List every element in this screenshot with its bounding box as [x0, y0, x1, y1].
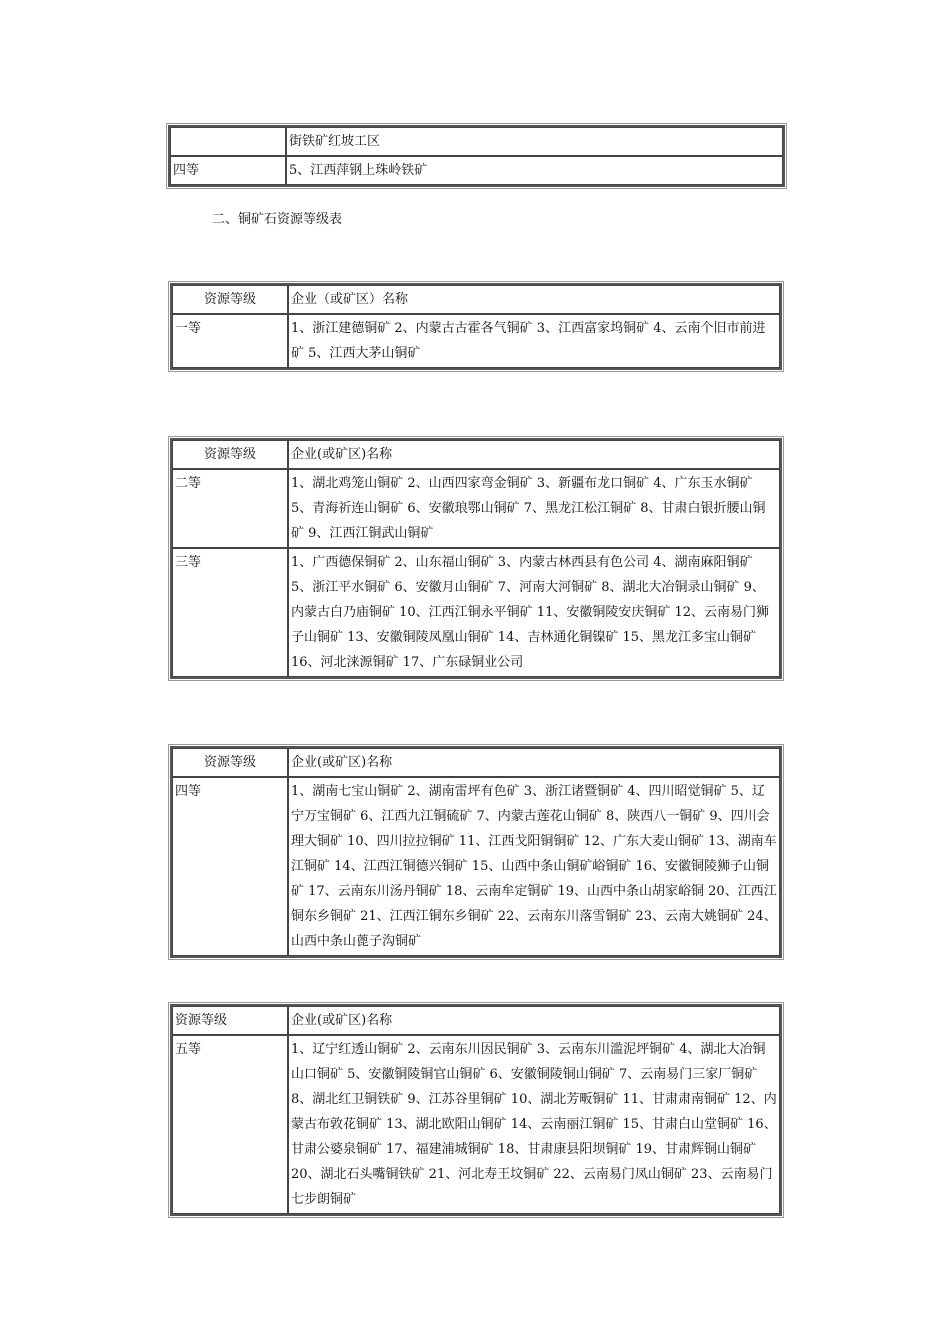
level-cell: 四等	[170, 156, 286, 185]
name-header: 企业（或矿区）名称	[288, 285, 780, 314]
table-header-row	[172, 285, 780, 314]
table-header-row	[172, 1006, 780, 1035]
level-header: 资源等级	[172, 285, 288, 314]
section-heading: 二、铜矿石资源等级表	[212, 212, 343, 227]
content-cell: 1、湖南七宝山铜矿 2、湖南雷坪有色矿 3、浙江诸暨铜矿 4、四川昭觉铜矿 5、辽宁万宝铜矿 6、江西九江铜硫矿 7、内蒙古莲花山铜矿 8、陕西八一铜矿 9、四川会理大铜矿 10、四川拉拉铜矿 11、江西戈阳铜铜矿 12、广东大麦山铜矿 13、湖南车江铜矿 14、江西江铜德兴铜矿 15、山西中条山铜矿峪铜矿 16、安徽铜陵狮子山铜矿 17、云南东川汤丹铜矿 18、云南牟定铜矿 19、山西中条山胡家峪铜 20、江西江铜东乡铜矿 21、江西江铜东乡铜矿 22、云南东川落雪铜矿 23、云南大姚铜矿 24、山西中条山蓖子沟铜矿	[288, 777, 780, 956]
name-header: 企业(或矿区)名称	[288, 1006, 780, 1035]
iron-ore-table-continued	[168, 125, 785, 187]
content-cell: 1、湖北鸡笼山铜矿 2、山西四家弯金铜矿 3、新疆布龙口铜矿 4、广东玉水铜矿 5、青海祈连山铜矿 6、安徽琅鄂山铜矿 7、黑龙江松江铜矿 8、甘肃白银折腰山铜矿 9、江西江铜武山铜矿	[288, 469, 780, 548]
table-row	[172, 777, 780, 956]
name-header: 企业(或矿区)名称	[288, 748, 780, 777]
copper-grade-table-3	[170, 746, 782, 958]
table-row	[172, 314, 780, 368]
level-cell: 三等	[172, 548, 288, 677]
level-cell: 五等	[172, 1035, 288, 1214]
content-cell: 1、广西德保铜矿 2、山东福山铜矿 3、内蒙古林西县有色公司 4、湖南麻阳铜矿 5、浙江平水铜矿 6、安徽月山铜矿 7、河南大河铜矿 8、湖北大冶铜录山铜矿 9、内蒙古白乃庙铜矿 10、江西江铜永平铜矿 11、安徽铜陵安庆铜矿 12、云南易门狮子山铜矿 13、安徽铜陵凤凰山铜矿 14、吉林通化铜镍矿 15、黑龙江多宝山铜矿 16、河北涞源铜矿 17、广东碌铜业公司	[288, 548, 780, 677]
table-header-row	[172, 748, 780, 777]
table-row	[172, 548, 780, 677]
content-cell: 街铁矿红坡工区	[286, 127, 783, 156]
level-header: 资源等级	[172, 1006, 288, 1035]
level-header: 资源等级	[172, 748, 288, 777]
content-cell: 1、辽宁红透山铜矿 2、云南东川因民铜矿 3、云南东川滥泥坪铜矿 4、湖北大冶铜山口铜矿 5、安徽铜陵铜官山铜矿 6、安徽铜陵铜山铜矿 7、云南易门三家厂铜矿 8、湖北红卫铜铁矿 9、江苏谷里铜矿 10、湖北芳畈铜矿 11、甘肃肃南铜矿 12、内蒙古布敦花铜矿 13、湖北欧阳山铜矿 14、云南丽江铜矿 15、甘肃白山堂铜矿 16、甘肃公婆泉铜矿 17、福建浦城铜矿 18、甘肃康县阳坝铜矿 19、甘肃辉铜山铜矿 20、湖北石头嘴铜铁矿 21、河北寿王坟铜矿 22、云南易门凤山铜矿 23、云南易门七步朗铜矿	[288, 1035, 780, 1214]
table-row	[172, 469, 780, 548]
level-header: 资源等级	[172, 440, 288, 469]
level-cell	[170, 127, 286, 156]
copper-grade-table-2	[170, 438, 782, 679]
table-row	[170, 156, 783, 185]
table-row	[172, 1035, 780, 1214]
level-cell: 四等	[172, 777, 288, 956]
copper-grade-table-1	[170, 283, 782, 370]
table-header-row	[172, 440, 780, 469]
level-cell: 一等	[172, 314, 288, 368]
name-header: 企业(或矿区)名称	[288, 440, 780, 469]
copper-grade-table-4	[170, 1004, 782, 1216]
table-row	[170, 127, 783, 156]
content-cell: 1、浙江建德铜矿 2、内蒙古古霍各气铜矿 3、江西富家坞铜矿 4、云南个旧市前进矿 5、江西大茅山铜矿	[288, 314, 780, 368]
level-cell: 二等	[172, 469, 288, 548]
content-cell: 5、江西萍钢上珠岭铁矿	[286, 156, 783, 185]
